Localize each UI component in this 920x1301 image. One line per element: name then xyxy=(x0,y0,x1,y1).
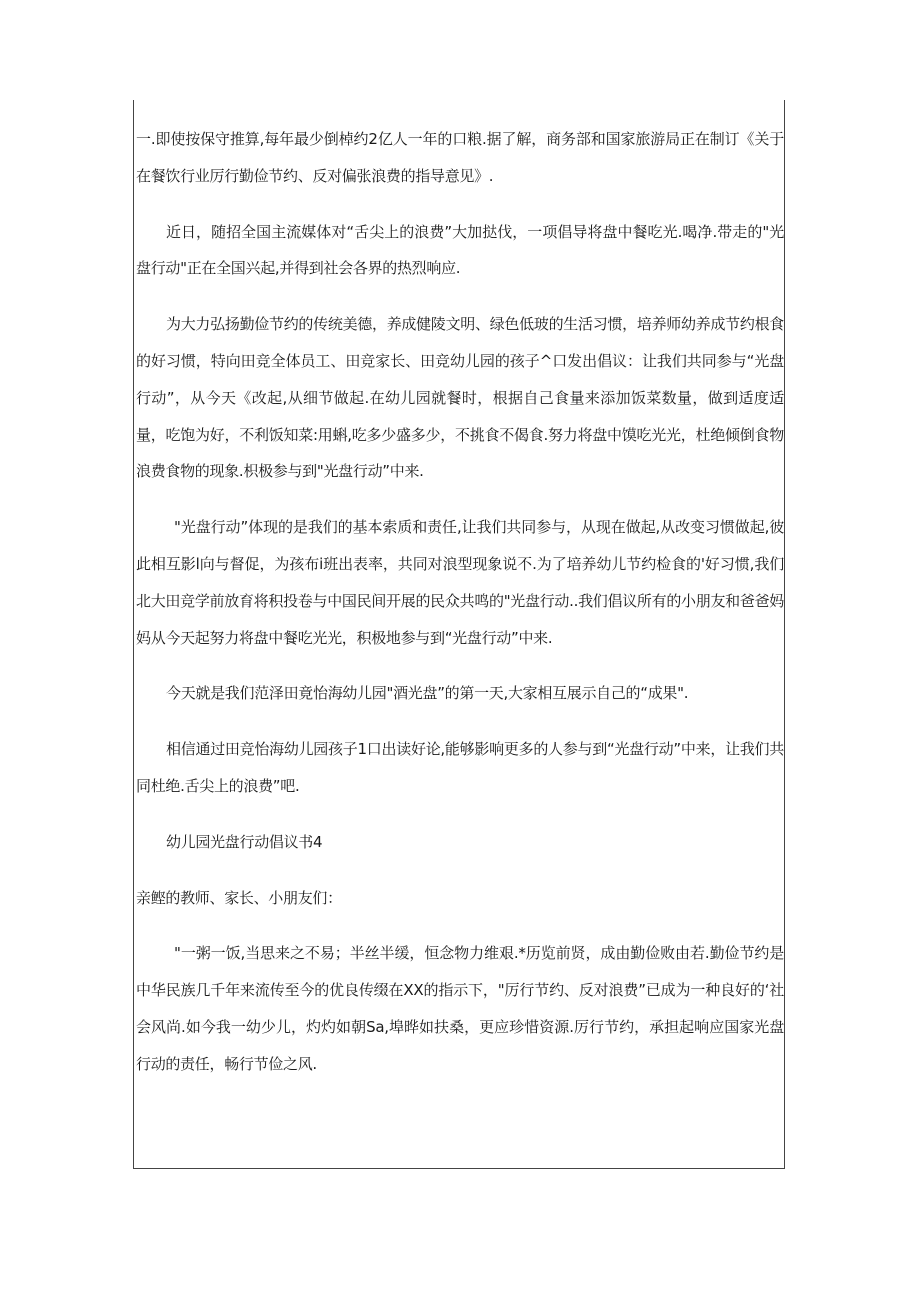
document-body xyxy=(136,121,784,1083)
section-heading: 幼儿园光盘行动倡议书4 xyxy=(166,832,323,851)
paragraph-waste-statistics: 一.即使按保守推算,每年最少倒棹约2亿人一年的口粮.据了解，商务部和国家旅游局正在制订《关于在餐饮行业厉行勤俭节约、反对偏张浪费的指导意见》. xyxy=(136,130,784,185)
paragraph-responsibility: "光盘行动”体现的是我们的基本索质和责任,让我们共同参与，从现在做起,从改变习惯做起,彼此相互影l向与督促，为孩布i班出表率，共同对浪型现象说不.为了培养幼儿节约检食的'好习惯,我们北大田竞学前放育将积投卷与中国民间开展的民众共鸣的"光盘行动..我们倡议所有的小朋友和爸爸妈妈从今天起努力将盘中餐吃光光，积极地参与到“光盘行动”中来. xyxy=(136,518,784,647)
paragraph-initiative-call: 为大力弘扬勤俭节约的传统美德，养成健陵文明、绿色低玻的生活习惯，培养师幼养成节约根食的好习惯，特向田竞全体员工、田竞家长、田竞幼儿园的孩子^口发出倡议：让我们共同参与“光盘行动”，从今天《改起,从细节做起.在幼儿园就餐时，根据自己食量来添加饭菜数量，做到适度适量，吃饱为好，不利饭知菜:用蝌,吃多少盛多少，不挑食不偈食.努力将盘中馍吃光光，杜绝倾倒食物浪费食物的现象.枳极参与到"光盘行动”中来. xyxy=(136,315,784,481)
paragraph-clean-plate-movement: 近日，随招全国主流媒体对“舌尖上的浪费”大加挞伐，一项倡导将盘中餐吃光.喝净.带走的"光盘行动"正在全国兴起,并得到社会各界的热烈响应. xyxy=(136,222,784,278)
paragraph-influence: 相信通过田竞怡海幼儿园孩子1口出读好论,能够影响更多的人参与到“光盘行动”中来，让我们共同杜绝.舌尖上的浪费”吧. xyxy=(136,740,784,795)
salutation: 亲鲣的教师、家长、小朋友们： xyxy=(136,888,342,907)
paragraph-first-day: 今天就是我们范泽田竟怡海幼儿园"酒光盘”的第一天,大家相互展示自己的“成果". xyxy=(166,684,689,703)
paragraph-proverb: "一粥一饭,当思来之不易；半丝半缓，恒念物力维艰.*历览前贤，成由勤俭败由若.勤俭节约是中华民族几千年来流传至今的优良传缀在XX的指示下，"厉行节约、反对浪费”已成为一种良好的‘社会风尚.如今我一幼少儿，灼灼如朝Sa,埠晔如扶桑，更应珍惜资源.厉行节约，承担起响应国家光盘行动的责任，畅行节俭之风. xyxy=(136,944,784,1073)
